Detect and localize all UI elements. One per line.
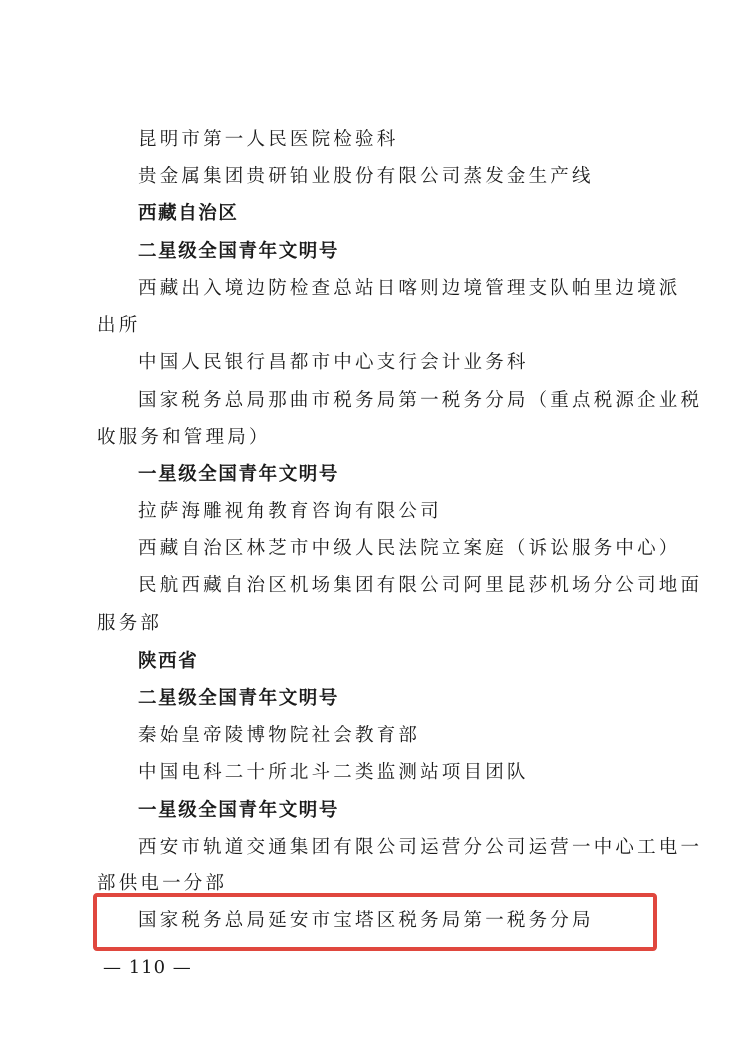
region-heading: 陕西省	[138, 651, 199, 672]
entry-line: 贵金属集团贵研铂业股份有限公司蒸发金生产线	[138, 166, 594, 187]
entry-line-continuation: 收服务和管理局）	[97, 427, 271, 448]
entry-line-continuation: 服务部	[97, 613, 163, 634]
entry-line-continuation: 出所	[97, 315, 141, 336]
entry-line: 西藏出入境边防检查总站日喀则边境管理支队帕里边境派	[138, 278, 681, 299]
entry-line: 中国人民银行昌都市中心支行会计业务科	[138, 352, 529, 373]
entry-line: 民航西藏自治区机场集团有限公司阿里昆莎机场分公司地面	[138, 575, 703, 596]
category-heading: 二星级全国青年文明号	[138, 241, 340, 262]
entry-line: 西安市轨道交通集团有限公司运营分公司运营一中心工电一	[138, 837, 703, 858]
entry-line: 中国电科二十所北斗二类监测站项目团队	[138, 762, 529, 783]
category-heading: 一星级全国青年文明号	[138, 800, 340, 821]
entry-line: 拉萨海雕视角教育咨询有限公司	[138, 501, 442, 522]
entry-line-continuation: 部供电一分部	[97, 873, 228, 894]
region-heading: 西藏自治区	[138, 203, 239, 224]
page-number: — 110 —	[103, 957, 192, 978]
entry-line: 秦始皇帝陵博物院社会教育部	[138, 725, 421, 746]
category-heading: 二星级全国青年文明号	[138, 688, 340, 709]
highlighted-entry: 国家税务总局延安市宝塔区税务局第一税务分局	[138, 910, 594, 931]
entry-line: 昆明市第一人民医院检验科	[138, 129, 399, 150]
entry-line: 西藏自治区林芝市中级人民法院立案庭（诉讼服务中心）	[138, 538, 681, 559]
entry-line: 国家税务总局那曲市税务局第一税务分局（重点税源企业税	[138, 390, 703, 411]
category-heading: 一星级全国青年文明号	[138, 464, 340, 485]
